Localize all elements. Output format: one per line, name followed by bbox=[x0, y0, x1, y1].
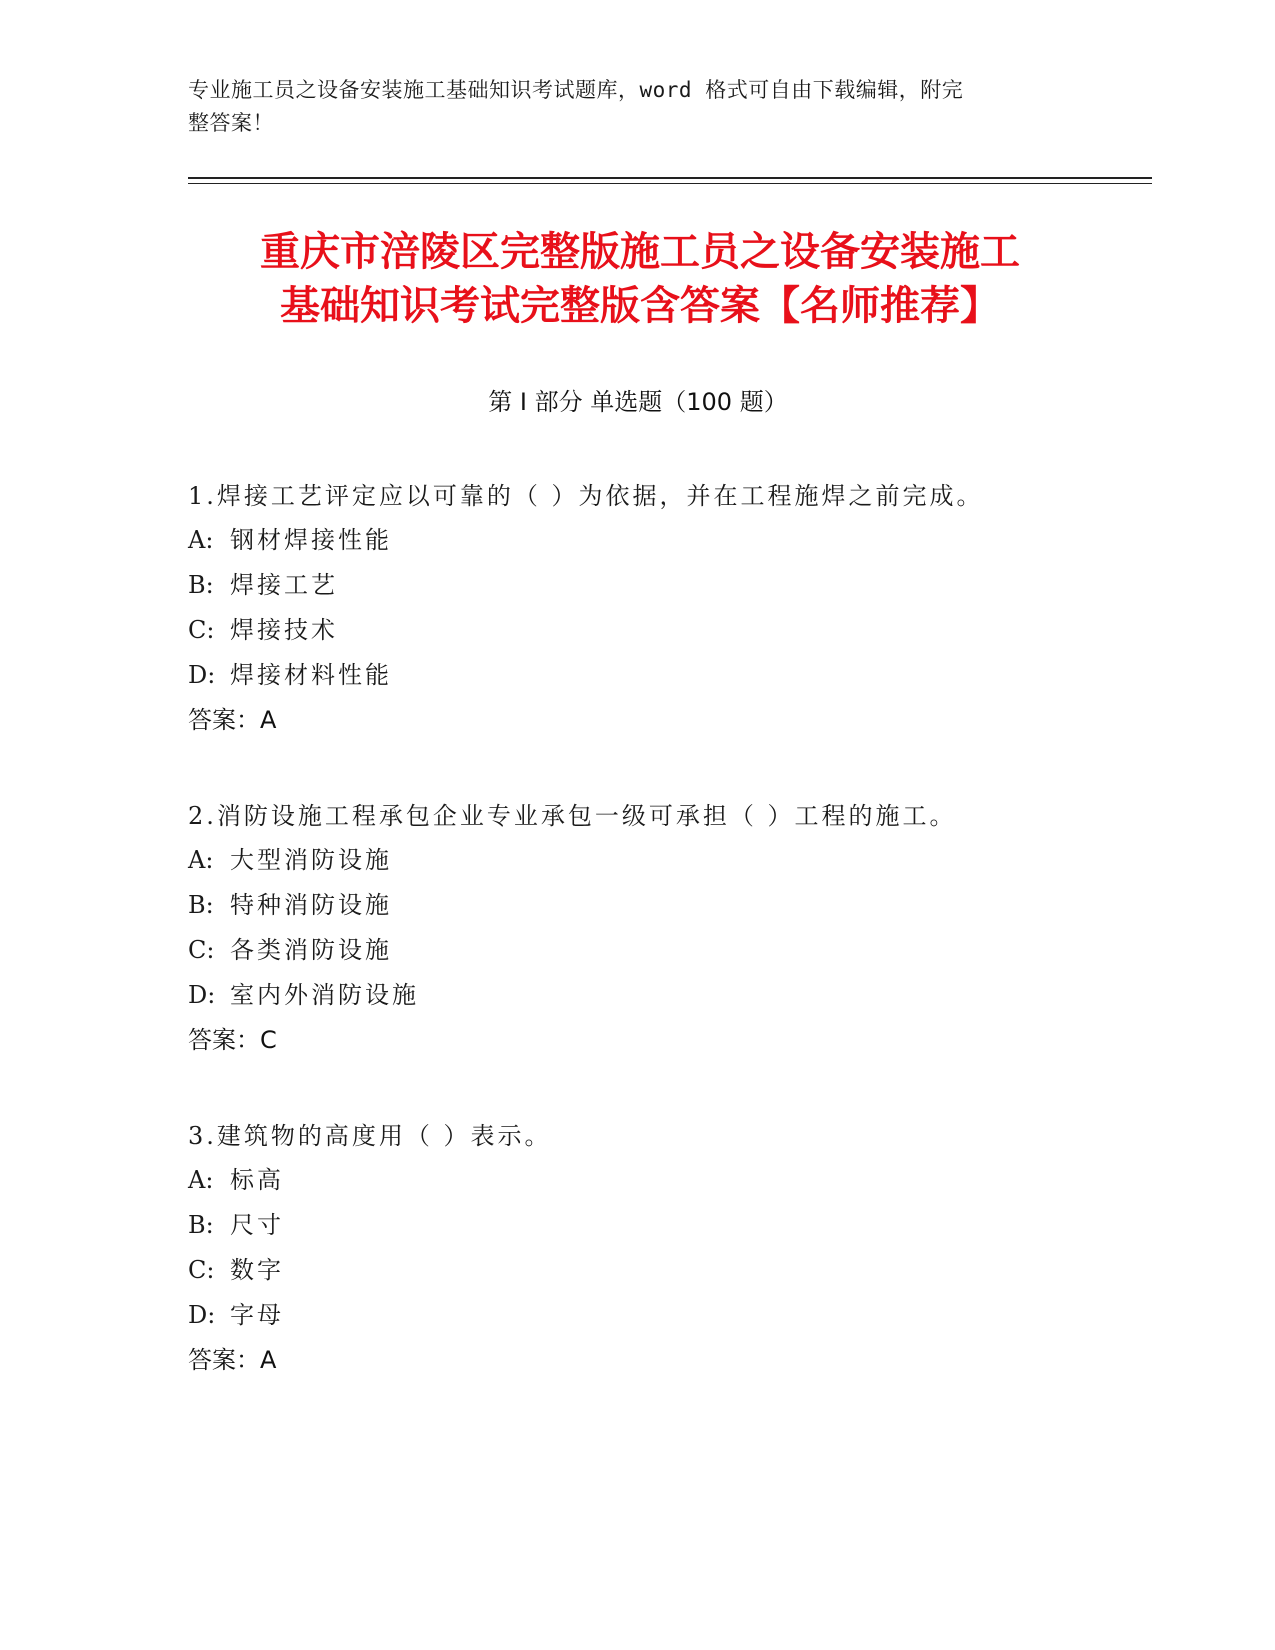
question-stem: 3.建筑物的高度用（ ）表示。 bbox=[188, 1122, 552, 1150]
option-a bbox=[188, 1158, 1108, 1203]
question-3 bbox=[188, 1115, 1108, 1382]
option-letter: B: bbox=[188, 891, 214, 919]
option-a bbox=[188, 838, 1108, 883]
option-text: 室内外消防设施 bbox=[230, 981, 419, 1009]
option-text: 大型消防设施 bbox=[230, 846, 392, 874]
header-divider-thick bbox=[188, 177, 1152, 179]
option-text: 各类消防设施 bbox=[230, 936, 392, 964]
option-text: 标高 bbox=[230, 1166, 284, 1194]
option-letter: B: bbox=[188, 571, 214, 599]
option-a bbox=[188, 518, 1108, 563]
document-title bbox=[150, 225, 1130, 333]
document-title-line-2: 基础知识考试完整版含答案【名师推荐】 bbox=[280, 283, 1000, 329]
option-b bbox=[188, 1203, 1108, 1248]
header-note-line-2: 整答案！ bbox=[188, 111, 274, 135]
option-c bbox=[188, 608, 1108, 653]
option-letter: C: bbox=[188, 936, 215, 964]
option-letter: C: bbox=[188, 616, 215, 644]
header-note bbox=[188, 74, 1068, 140]
option-text: 特种消防设施 bbox=[230, 891, 392, 919]
option-b bbox=[188, 563, 1108, 608]
option-b bbox=[188, 883, 1108, 928]
option-text: 数字 bbox=[230, 1256, 284, 1284]
option-letter: D: bbox=[188, 981, 216, 1009]
question-stem: 1.焊接工艺评定应以可靠的（ ）为依据，并在工程施焊之前完成。 bbox=[188, 482, 984, 510]
question-1 bbox=[188, 475, 1108, 742]
option-letter: A: bbox=[188, 1166, 214, 1194]
option-text: 钢材焊接性能 bbox=[230, 526, 392, 554]
question-list bbox=[188, 475, 1108, 1435]
option-text: 焊接工艺 bbox=[230, 571, 338, 599]
option-d bbox=[188, 1293, 1108, 1338]
header-divider-thin bbox=[188, 183, 1152, 184]
section-heading: 第 I 部分 单选题（100 题） bbox=[488, 388, 788, 416]
question-2 bbox=[188, 795, 1108, 1062]
option-d bbox=[188, 973, 1108, 1018]
option-c bbox=[188, 1248, 1108, 1293]
answer-line: 答案：A bbox=[188, 1346, 277, 1374]
answer-line: 答案：C bbox=[188, 1026, 277, 1054]
option-text: 焊接材料性能 bbox=[230, 661, 392, 689]
option-text: 焊接技术 bbox=[230, 616, 338, 644]
question-stem: 2.消防设施工程承包企业专业承包一级可承担（ ）工程的施工。 bbox=[188, 802, 957, 830]
option-text: 字母 bbox=[230, 1301, 284, 1329]
option-letter: A: bbox=[188, 526, 214, 554]
option-letter: C: bbox=[188, 1256, 215, 1284]
option-letter: D: bbox=[188, 661, 216, 689]
option-letter: B: bbox=[188, 1211, 214, 1239]
option-letter: A: bbox=[188, 846, 214, 874]
option-text: 尺寸 bbox=[230, 1211, 284, 1239]
answer-line: 答案：A bbox=[188, 706, 277, 734]
document-title-line-1: 重庆市涪陵区完整版施工员之设备安装施工 bbox=[260, 229, 1020, 275]
option-d bbox=[188, 653, 1108, 698]
header-note-line-1: 专业施工员之设备安装施工基础知识考试题库，word 格式可自由下载编辑，附完 bbox=[188, 78, 964, 102]
option-letter: D: bbox=[188, 1301, 216, 1329]
option-c bbox=[188, 928, 1108, 973]
